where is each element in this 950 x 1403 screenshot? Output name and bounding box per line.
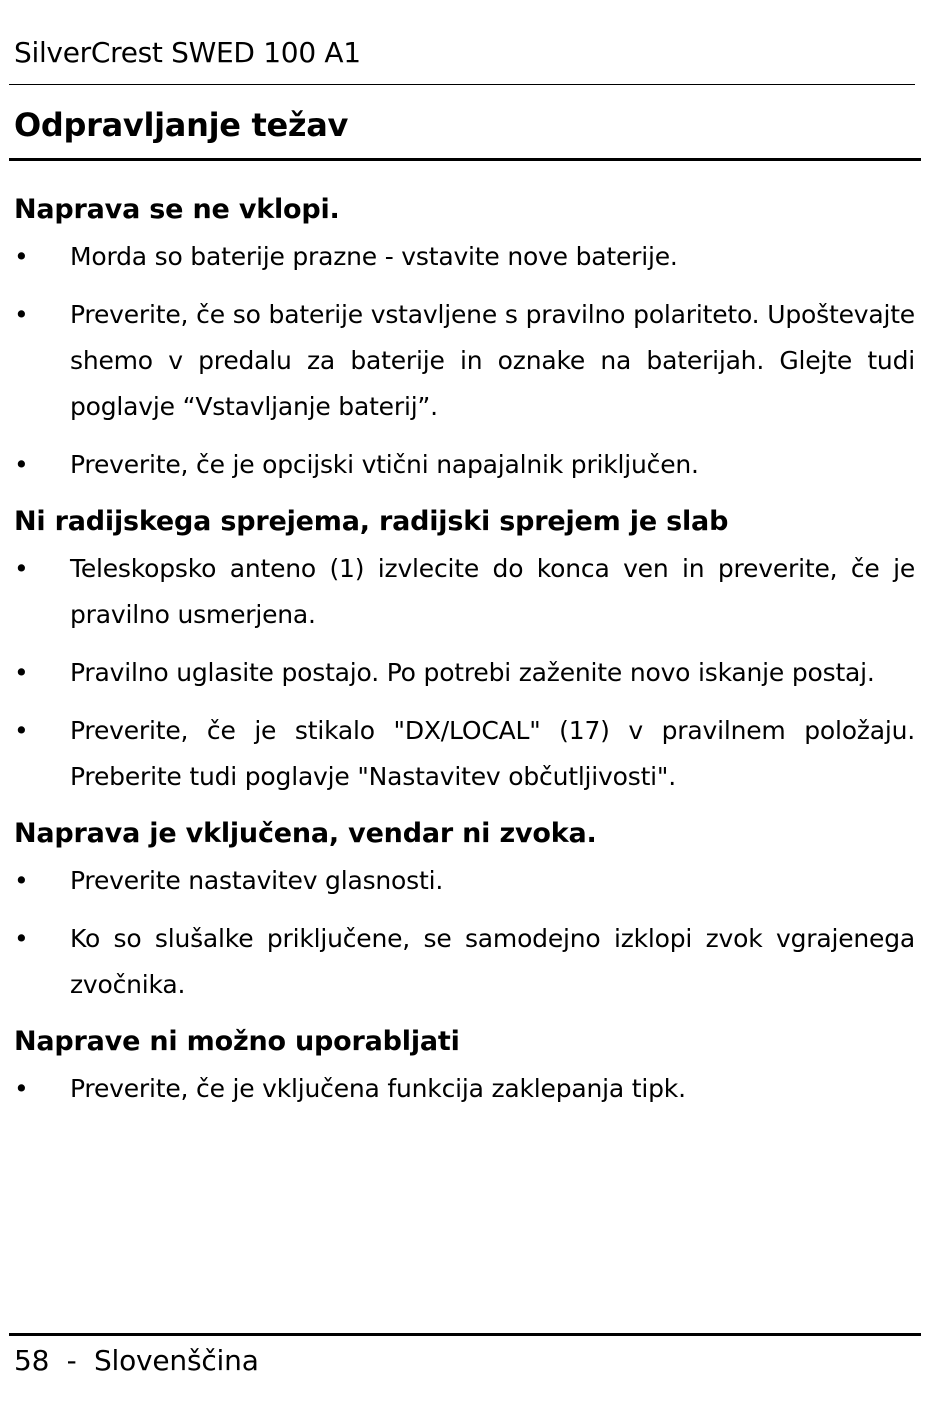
- footer-divider: [9, 1333, 921, 1336]
- section-no-reception: [14, 500, 915, 800]
- section-heading: Naprava je vključena, vendar ni zvoka.: [14, 818, 597, 849]
- section-heading: Naprava se ne vklopi.: [14, 194, 340, 225]
- bullet-icon: •: [14, 866, 29, 895]
- list-item: [14, 546, 915, 638]
- bullet-icon: •: [14, 924, 29, 953]
- list-item-text: Teleskopsko anteno (1) izvlecite do konca ven in preverite, če je pravilno usmerjena.: [70, 554, 915, 629]
- bullet-icon: •: [14, 658, 29, 687]
- footer-separator: -: [66, 1344, 77, 1377]
- section-no-sound: [14, 812, 915, 1008]
- list-item: [14, 858, 915, 904]
- troubleshooting-content: [14, 188, 915, 1124]
- list-item-text: Preverite, če so baterije vstavljene s pravilno polariteto. Upoštevajte shemo v predalu za baterije in oznake na baterijah. Glejte tudi poglavje “Vstavljanje baterij”.: [70, 300, 915, 421]
- list-item-text: Preverite, če je vključena funkcija zaklepanja tipk.: [70, 1074, 686, 1103]
- page-title: Odpravljanje težav: [14, 106, 349, 144]
- list-item-text: Pravilno uglasite postajo. Po potrebi zaženite novo iskanje postaj.: [70, 658, 875, 687]
- header-divider: [9, 84, 915, 85]
- section-unusable: [14, 1020, 915, 1112]
- bullet-icon: •: [14, 242, 29, 271]
- list-item: [14, 650, 915, 696]
- bullet-list: [14, 1066, 915, 1112]
- bullet-icon: •: [14, 300, 29, 329]
- bullet-list: [14, 858, 915, 1008]
- page-number: 58: [14, 1344, 50, 1377]
- list-item: [14, 234, 915, 280]
- list-item-text: Preverite, če je stikalo "DX/LOCAL" (17) v pravilnem položaju. Preberite tudi poglavje "Nastavitev občutljivosti".: [70, 716, 915, 791]
- list-item-text: Preverite, če je opcijski vtični napajalnik priključen.: [70, 450, 699, 479]
- section-heading: Ni radijskega sprejema, radijski sprejem je slab: [14, 506, 729, 537]
- bullet-icon: •: [14, 554, 29, 583]
- list-item-text: Preverite nastavitev glasnosti.: [70, 866, 444, 895]
- list-item: [14, 292, 915, 430]
- bullet-icon: •: [14, 450, 29, 479]
- bullet-icon: •: [14, 1074, 29, 1103]
- list-item: [14, 442, 915, 488]
- list-item-text: Ko so slušalke priključene, se samodejno izklopi zvok vgrajenega zvočnika.: [70, 924, 915, 999]
- list-item: [14, 708, 915, 800]
- section-no-power: [14, 188, 915, 488]
- page-footer: [14, 1344, 259, 1377]
- list-item: [14, 916, 915, 1008]
- footer-language: Slovenščina: [93, 1344, 259, 1377]
- bullet-list: [14, 546, 915, 800]
- section-heading: Naprave ni možno uporabljati: [14, 1026, 460, 1057]
- title-divider: [9, 158, 921, 161]
- list-item: [14, 1066, 915, 1112]
- list-item-text: Morda so baterije prazne - vstavite nove baterije.: [70, 242, 678, 271]
- document-header: SilverCrest SWED 100 A1: [14, 36, 361, 69]
- bullet-icon: •: [14, 716, 29, 745]
- bullet-list: [14, 234, 915, 488]
